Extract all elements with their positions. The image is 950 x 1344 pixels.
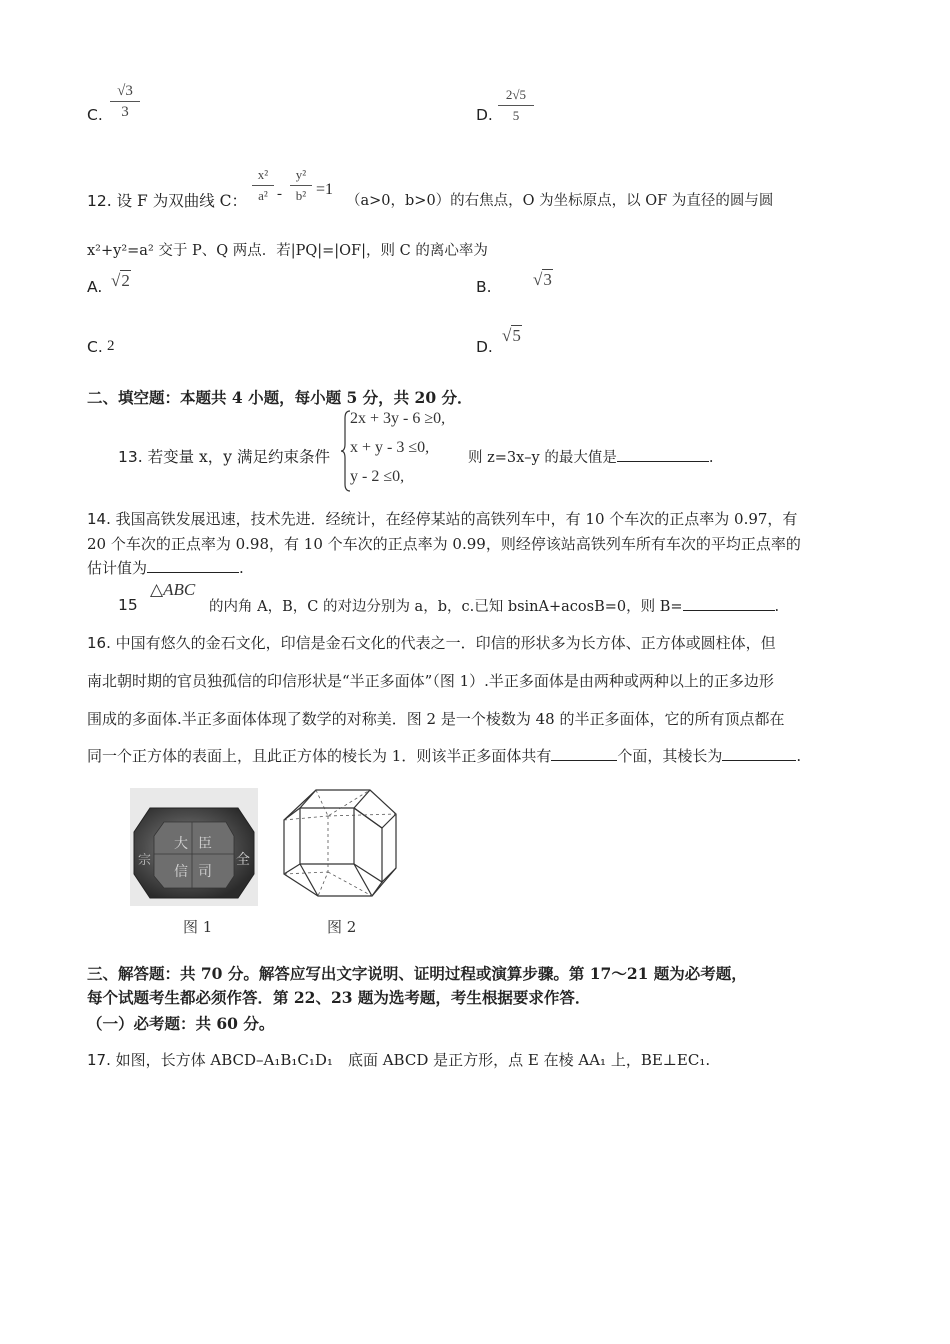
question-16-line4: 同一个正方体的表面上，且此正方体的棱长为 1．则该半正多面体共有 个面，其棱长为 . [87, 747, 802, 765]
triangle-abc: △ABC [150, 580, 196, 599]
option-c-label: C. [87, 106, 103, 124]
hyperbola-y-fraction: y² b² [290, 166, 312, 205]
question-15-number: 15 [118, 596, 138, 614]
answer-blank-16b[interactable] [722, 746, 796, 761]
question-16-line2: 南北朝时期的官员独孤信的印信形状是“半正多面体”（图 1）.半正多面体是由两种或两种以上的正多边形 [87, 672, 774, 690]
question-17-text: 17. 如图，长方体 ABCD–A₁B₁C₁D₁ 底面 ABCD 是正方形，点 E 在棱 AA₁ 上，BE⊥EC₁. [87, 1051, 711, 1069]
hyperbola-minus: - [277, 186, 282, 202]
option-d-denominator: 5 [512, 108, 520, 123]
section-3-subheading: （一）必考题：共 60 分。 [87, 1014, 275, 1033]
question-12-line1 [87, 191, 247, 211]
question-16-number: 16 [87, 634, 107, 652]
figure-2-polyhedron [278, 786, 402, 910]
question-12-line2: x²+y²=a² 交于 P、Q 两点．若|PQ|=|OF|，则 C 的离心率为 [87, 243, 488, 259]
constraint-2: x + y - 3 ≤0, [350, 439, 430, 456]
q12-option-d-label: D. [476, 338, 493, 356]
figure-1-caption: 图 1 [183, 918, 213, 936]
option-d-fraction [498, 86, 534, 125]
seal-char-6: 宗 [138, 853, 152, 868]
option-c-fraction [110, 82, 140, 121]
q12-option-a-value: √2 [111, 271, 130, 290]
figure-1-seal-photo [130, 788, 258, 906]
q12-option-b-label: B. [476, 278, 492, 296]
option-d-numerator: 2√5 [505, 87, 527, 102]
q12-option-d-value: √5 [502, 326, 521, 345]
answer-blank-13[interactable] [617, 447, 709, 462]
question-14-line3: 估计值为 . [87, 559, 244, 577]
answer-blank-15[interactable] [683, 596, 775, 611]
seal-char-2: 臣 [198, 836, 212, 852]
question-17-number: 17 [87, 1051, 107, 1069]
question-12-text1: . 设 F 为双曲线 C： [106, 192, 247, 210]
section-3-heading-line1: 三、解答题：共 70 分。解答应写出文字说明、证明过程或演算步骤。第 17～21 题为必考题， [87, 964, 747, 983]
question-12-number: 12 [87, 192, 107, 210]
hyperbola-x-fraction: x² a² [252, 166, 274, 205]
option-d-label: D. [476, 106, 493, 124]
question-13-number: 13 [118, 448, 138, 466]
question-15-text: 的内角 A，B，C 的对边分别为 a，b，c.已知 bsinA+acosB=0，则 B= . [209, 596, 779, 617]
option-c-denominator: 3 [121, 104, 129, 120]
question-14-number: 14 [87, 510, 107, 528]
question-14-line2: 20 个车次的正点率为 0.98，有 10 个车次的正点率为 0.99，则经停该站高铁列车所有车次的平均正点率的 [87, 535, 801, 553]
answer-blank-14[interactable] [147, 558, 239, 573]
question-16-line1: 16. 中国有悠久的金石文化，印信是金石文化的代表之一．印信的形状多为长方体、正方体或圆柱体，但 [87, 634, 776, 652]
q12-option-a-label: A. [87, 278, 103, 296]
seal-char-5: 司 [198, 864, 212, 880]
question-13-text2: 则 z=3x–y 的最大值是 . [468, 447, 713, 468]
question-14-line1: 14. 我国高铁发展迅速，技术先进．经统计，在经停某站的高铁列车中，有 10 个车次的正点率为 0.97，有 [87, 510, 798, 528]
question-12-text2: （a>0，b>0）的右焦点，O 为坐标原点，以 OF 为直径的圆与圆 [346, 193, 774, 209]
section-3-heading-line2: 每个试题考生都必须作答．第 22、23 题为选考题，考生根据要求作答． [87, 988, 591, 1007]
q12-option-c-value: 2 [107, 338, 115, 354]
seal-char-4: 全 [236, 852, 250, 868]
option-c-numerator: √3 [117, 83, 133, 99]
question-16-line3: 围成的多面体.半正多面体体现了数学的对称美．图 2 是一个棱数为 48 的半正多面体，它的所有顶点都在 [87, 710, 785, 728]
section-2-heading: 二、填空题：本题共 4 小题，每小题 5 分，共 20 分． [87, 388, 473, 407]
seal-char-1: 大 [174, 836, 188, 852]
answer-blank-16a[interactable] [551, 746, 617, 761]
question-13-text1: 13. 若变量 x，y 满足约束条件 [118, 448, 330, 466]
constraint-3: y - 2 ≤0, [350, 468, 405, 485]
hyperbola-equals: =1 [316, 181, 334, 198]
q12-option-b-value: √3 [533, 270, 552, 289]
seal-char-3: 信 [174, 864, 188, 880]
q12-option-c-label: C. [87, 338, 103, 356]
figure-2-caption: 图 2 [327, 918, 357, 936]
constraint-1: 2x + 3y - 6 ≥0, [350, 410, 446, 427]
